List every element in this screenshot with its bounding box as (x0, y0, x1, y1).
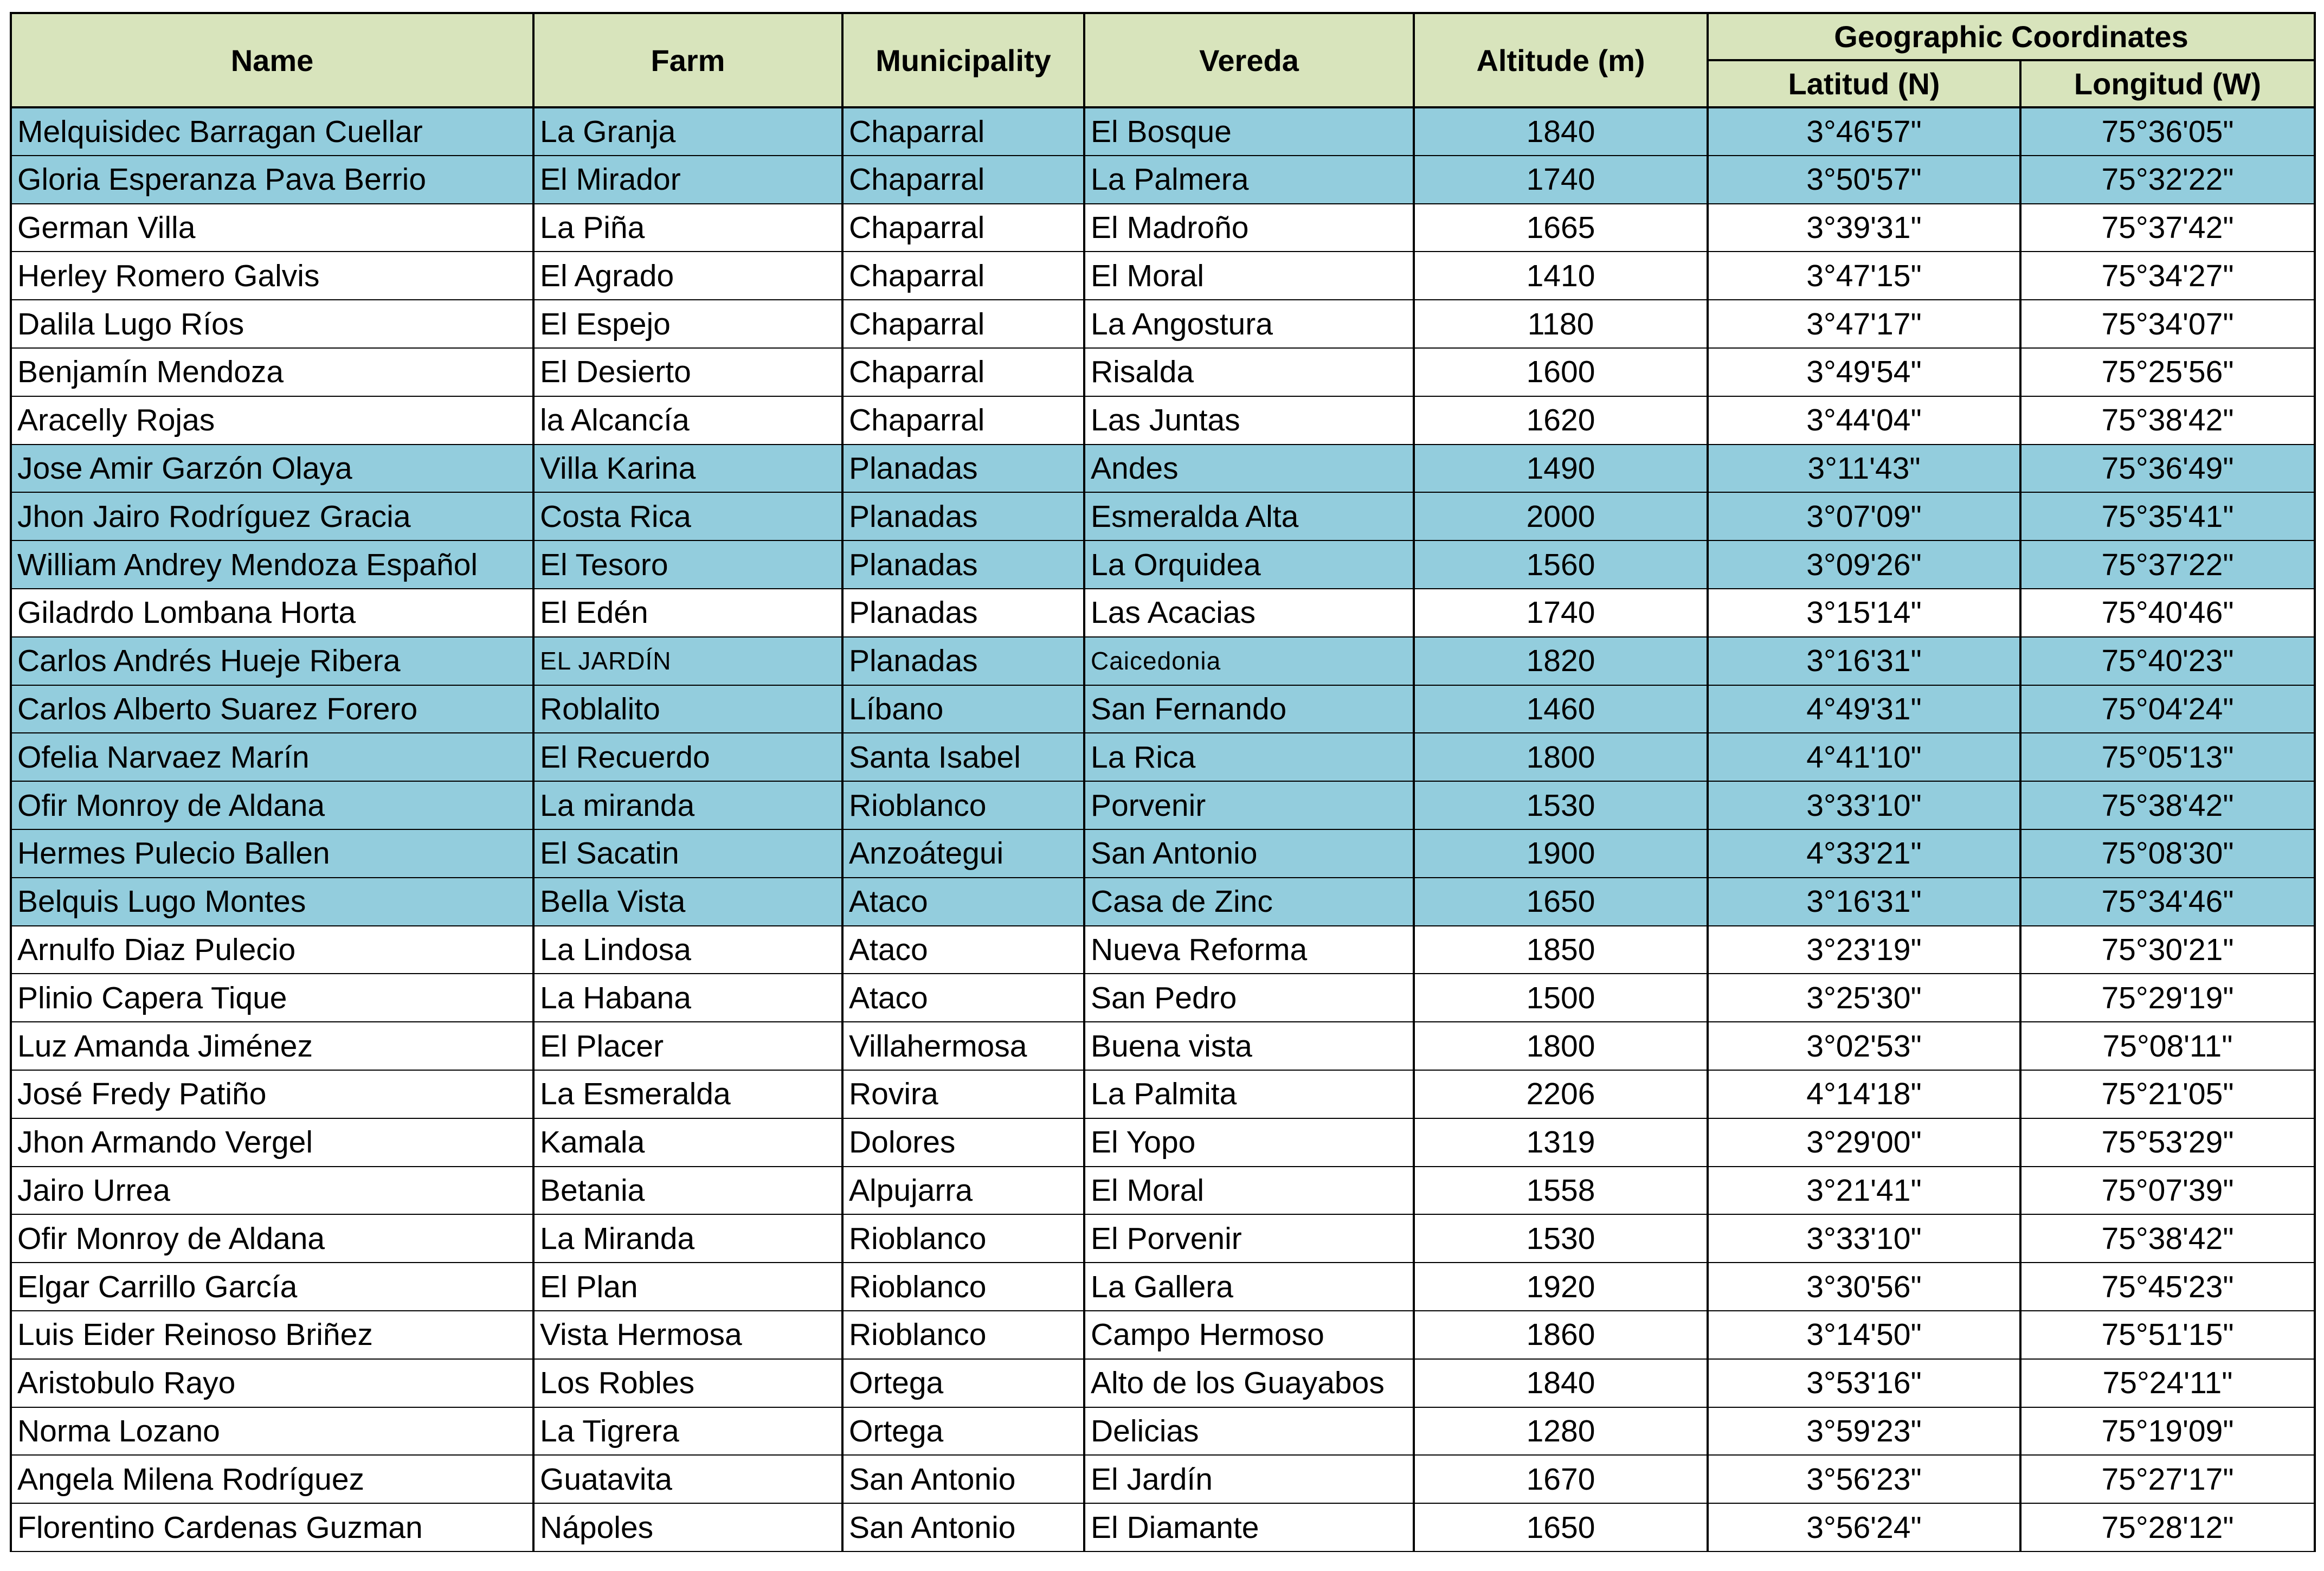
cell-latitude: 3°15'14" (1708, 589, 2020, 637)
cell-municipality: Anzoátegui (842, 829, 1084, 878)
cell-vereda: San Fernando (1084, 685, 1414, 733)
cell-altitude: 1490 (1414, 445, 1708, 493)
cell-farm: la Alcancía (533, 396, 842, 445)
cell-farm: Nápoles (533, 1503, 842, 1551)
cell-latitude: 3°07'09" (1708, 492, 2020, 540)
cell-vereda: Alto de los Guayabos (1084, 1359, 1414, 1407)
table-row (11, 396, 2315, 445)
table-row (11, 1407, 2315, 1456)
cell-latitude: 3°53'16" (1708, 1359, 2020, 1407)
cell-municipality: Planadas (842, 637, 1084, 685)
cell-longitude: 75°29'19" (2020, 974, 2315, 1022)
cell-longitude: 75°36'05" (2020, 107, 2315, 156)
header-row (11, 13, 2315, 60)
cell-altitude: 2206 (1414, 1070, 1708, 1118)
cell-name: Ofir Monroy de Aldana (11, 1214, 533, 1263)
cell-latitude: 3°11'43" (1708, 445, 2020, 493)
cell-vereda: San Antonio (1084, 829, 1414, 878)
cell-name: German Villa (11, 204, 533, 252)
cell-longitude: 75°08'30" (2020, 829, 2315, 878)
cell-vereda: Buena vista (1084, 1022, 1414, 1070)
table-header (11, 13, 2315, 107)
cell-municipality: Rovira (842, 1070, 1084, 1118)
cell-vereda: San Pedro (1084, 974, 1414, 1022)
cell-name: Herley Romero Galvis (11, 252, 533, 300)
cell-farm: La Lindosa (533, 926, 842, 974)
cell-farm: Bella Vista (533, 878, 842, 926)
cell-altitude: 2000 (1414, 492, 1708, 540)
cell-farm: La Habana (533, 974, 842, 1022)
cell-farm: Kamala (533, 1118, 842, 1167)
table-row (11, 1263, 2315, 1311)
cell-farm: Betania (533, 1167, 842, 1215)
cell-vereda: El Madroño (1084, 204, 1414, 252)
cell-name: Luis Eider Reinoso Briñez (11, 1311, 533, 1359)
cell-latitude: 4°14'18" (1708, 1070, 2020, 1118)
cell-municipality: Ortega (842, 1359, 1084, 1407)
cell-vereda: El Moral (1084, 1167, 1414, 1215)
cell-municipality: Rioblanco (842, 781, 1084, 829)
cell-longitude: 75°32'22" (2020, 156, 2315, 204)
cell-farm: Vista Hermosa (533, 1311, 842, 1359)
cell-name: Hermes Pulecio Ballen (11, 829, 533, 878)
cell-latitude: 3°44'04" (1708, 396, 2020, 445)
cell-farm: Villa Karina (533, 445, 842, 493)
cell-latitude: 3°16'31" (1708, 878, 2020, 926)
cell-name: Melquisidec Barragan Cuellar (11, 107, 533, 156)
cell-altitude: 1530 (1414, 781, 1708, 829)
cell-longitude: 75°53'29" (2020, 1118, 2315, 1167)
cell-longitude: 75°38'42" (2020, 781, 2315, 829)
cell-longitude: 75°38'42" (2020, 396, 2315, 445)
cell-longitude: 75°38'42" (2020, 1214, 2315, 1263)
cell-farm: El Recuerdo (533, 733, 842, 781)
table-row (11, 492, 2315, 540)
cell-vereda: Campo Hermoso (1084, 1311, 1414, 1359)
cell-name: Jhon Jairo Rodríguez Gracia (11, 492, 533, 540)
cell-altitude: 1840 (1414, 1359, 1708, 1407)
cell-vereda: Esmeralda Alta (1084, 492, 1414, 540)
cell-longitude: 75°04'24" (2020, 685, 2315, 733)
cell-longitude: 75°35'41" (2020, 492, 2315, 540)
cell-latitude: 3°59'23" (1708, 1407, 2020, 1456)
cell-municipality: Ataco (842, 974, 1084, 1022)
cell-vereda: La Palmera (1084, 156, 1414, 204)
cell-altitude: 1460 (1414, 685, 1708, 733)
cell-municipality: Líbano (842, 685, 1084, 733)
cell-altitude: 1840 (1414, 107, 1708, 156)
cell-name: Belquis Lugo Montes (11, 878, 533, 926)
cell-municipality: Chaparral (842, 396, 1084, 445)
cell-farm: Roblalito (533, 685, 842, 733)
cell-latitude: 3°29'00" (1708, 1118, 2020, 1167)
cell-vereda: Las Juntas (1084, 396, 1414, 445)
cell-name: José Fredy Patiño (11, 1070, 533, 1118)
cell-vereda: El Moral (1084, 252, 1414, 300)
cell-vereda: Porvenir (1084, 781, 1414, 829)
cell-longitude: 75°28'12" (2020, 1503, 2315, 1551)
cell-latitude: 3°33'10" (1708, 781, 2020, 829)
header-municipality: Municipality (842, 13, 1084, 107)
cell-longitude: 75°24'11" (2020, 1359, 2315, 1407)
cell-municipality: San Antonio (842, 1455, 1084, 1503)
cell-vereda: Las Acacias (1084, 589, 1414, 637)
cell-vereda: Risalda (1084, 348, 1414, 396)
cell-name: Ofelia Narvaez Marín (11, 733, 533, 781)
cell-vereda: El Bosque (1084, 107, 1414, 156)
cell-latitude: 3°46'57" (1708, 107, 2020, 156)
cell-vereda: El Jardín (1084, 1455, 1414, 1503)
table-row (11, 1359, 2315, 1407)
header-altitude: Altitude (m) (1414, 13, 1708, 107)
table-row (11, 1503, 2315, 1551)
cell-latitude: 3°16'31" (1708, 637, 2020, 685)
table-row (11, 1167, 2315, 1215)
cell-municipality: Planadas (842, 492, 1084, 540)
cell-municipality: Chaparral (842, 156, 1084, 204)
cell-name: William Andrey Mendoza Español (11, 540, 533, 589)
cell-name: Luz Amanda Jiménez (11, 1022, 533, 1070)
cell-vereda: El Diamante (1084, 1503, 1414, 1551)
data-table (10, 12, 2316, 1552)
cell-name: Gloria Esperanza Pava Berrio (11, 156, 533, 204)
table-row (11, 1070, 2315, 1118)
table-row (11, 156, 2315, 204)
cell-municipality: Dolores (842, 1118, 1084, 1167)
cell-longitude: 75°34'46" (2020, 878, 2315, 926)
table-row (11, 204, 2315, 252)
table-row (11, 926, 2315, 974)
cell-latitude: 3°47'15" (1708, 252, 2020, 300)
cell-longitude: 75°19'09" (2020, 1407, 2315, 1456)
cell-altitude: 1665 (1414, 204, 1708, 252)
table-row (11, 252, 2315, 300)
cell-municipality: Ataco (842, 878, 1084, 926)
cell-name: Jairo Urrea (11, 1167, 533, 1215)
cell-altitude: 1560 (1414, 540, 1708, 589)
cell-municipality: Chaparral (842, 204, 1084, 252)
header-name: Name (11, 13, 533, 107)
cell-longitude: 75°37'42" (2020, 204, 2315, 252)
cell-vereda: Andes (1084, 445, 1414, 493)
cell-vereda: La Angostura (1084, 300, 1414, 348)
cell-farm: El Plan (533, 1263, 842, 1311)
table-row (11, 1455, 2315, 1503)
table-row (11, 1022, 2315, 1070)
cell-longitude: 75°21'05" (2020, 1070, 2315, 1118)
table-row (11, 589, 2315, 637)
cell-farm: La Piña (533, 204, 842, 252)
cell-altitude: 1740 (1414, 156, 1708, 204)
cell-name: Aracelly Rojas (11, 396, 533, 445)
header-farm: Farm (533, 13, 842, 107)
cell-vereda: La Palmita (1084, 1070, 1414, 1118)
cell-latitude: 4°49'31" (1708, 685, 2020, 733)
cell-altitude: 1820 (1414, 637, 1708, 685)
cell-latitude: 3°56'24" (1708, 1503, 2020, 1551)
cell-name: Dalila Lugo Ríos (11, 300, 533, 348)
cell-vereda: El Porvenir (1084, 1214, 1414, 1263)
cell-farm: El Tesoro (533, 540, 842, 589)
cell-municipality: Planadas (842, 540, 1084, 589)
cell-altitude: 1670 (1414, 1455, 1708, 1503)
cell-name: Carlos Alberto Suarez Forero (11, 685, 533, 733)
cell-farm: Guatavita (533, 1455, 842, 1503)
cell-name: Florentino Cardenas Guzman (11, 1503, 533, 1551)
cell-municipality: Villahermosa (842, 1022, 1084, 1070)
cell-vereda: Nueva Reforma (1084, 926, 1414, 974)
table-row (11, 685, 2315, 733)
cell-altitude: 1650 (1414, 878, 1708, 926)
cell-latitude: 3°30'56" (1708, 1263, 2020, 1311)
cell-altitude: 1280 (1414, 1407, 1708, 1456)
table-row (11, 445, 2315, 493)
cell-farm: Costa Rica (533, 492, 842, 540)
cell-name: Elgar Carrillo García (11, 1263, 533, 1311)
cell-municipality: Planadas (842, 445, 1084, 493)
table-row (11, 829, 2315, 878)
cell-name: Benjamín Mendoza (11, 348, 533, 396)
cell-altitude: 1180 (1414, 300, 1708, 348)
cell-farm: La Miranda (533, 1214, 842, 1263)
cell-latitude: 3°47'17" (1708, 300, 2020, 348)
cell-municipality: Santa Isabel (842, 733, 1084, 781)
cell-municipality: Ortega (842, 1407, 1084, 1456)
cell-farm: El Espejo (533, 300, 842, 348)
header-geographic-coordinates: Geographic Coordinates (1708, 13, 2315, 60)
cell-longitude: 75°25'56" (2020, 348, 2315, 396)
cell-municipality: San Antonio (842, 1503, 1084, 1551)
cell-altitude: 1900 (1414, 829, 1708, 878)
cell-longitude: 75°34'07" (2020, 300, 2315, 348)
cell-municipality: Chaparral (842, 348, 1084, 396)
cell-latitude: 3°25'30" (1708, 974, 2020, 1022)
cell-municipality: Chaparral (842, 300, 1084, 348)
cell-longitude: 75°51'15" (2020, 1311, 2315, 1359)
cell-municipality: Alpujarra (842, 1167, 1084, 1215)
cell-altitude: 1530 (1414, 1214, 1708, 1263)
cell-farm: La miranda (533, 781, 842, 829)
cell-longitude: 75°07'39" (2020, 1167, 2315, 1215)
cell-farm: El Agrado (533, 252, 842, 300)
cell-longitude: 75°08'11" (2020, 1022, 2315, 1070)
cell-name: Plinio Capera Tique (11, 974, 533, 1022)
table-row (11, 878, 2315, 926)
cell-farm: Los Robles (533, 1359, 842, 1407)
cell-longitude: 75°40'23" (2020, 637, 2315, 685)
cell-altitude: 1410 (1414, 252, 1708, 300)
header-latitude: Latitud (N) (1708, 60, 2020, 107)
cell-municipality: Planadas (842, 589, 1084, 637)
table-row (11, 1214, 2315, 1263)
cell-altitude: 1740 (1414, 589, 1708, 637)
cell-altitude: 1850 (1414, 926, 1708, 974)
cell-latitude: 3°23'19" (1708, 926, 2020, 974)
header-vereda: Vereda (1084, 13, 1414, 107)
cell-longitude: 75°30'21" (2020, 926, 2315, 974)
cell-longitude: 75°27'17" (2020, 1455, 2315, 1503)
cell-altitude: 1319 (1414, 1118, 1708, 1167)
table-body (11, 107, 2315, 1551)
cell-farm: La Tigrera (533, 1407, 842, 1456)
cell-municipality: Chaparral (842, 252, 1084, 300)
cell-name: Jhon Armando Vergel (11, 1118, 533, 1167)
table-row (11, 107, 2315, 156)
cell-name: Aristobulo Rayo (11, 1359, 533, 1407)
table-row (11, 733, 2315, 781)
cell-longitude: 75°36'49" (2020, 445, 2315, 493)
cell-farm: La Esmeralda (533, 1070, 842, 1118)
table-row (11, 781, 2315, 829)
cell-name: Ofir Monroy de Aldana (11, 781, 533, 829)
cell-altitude: 1620 (1414, 396, 1708, 445)
cell-municipality: Chaparral (842, 107, 1084, 156)
cell-altitude: 1500 (1414, 974, 1708, 1022)
cell-farm: La Granja (533, 107, 842, 156)
cell-vereda: La Rica (1084, 733, 1414, 781)
cell-name: Angela Milena Rodríguez (11, 1455, 533, 1503)
cell-altitude: 1558 (1414, 1167, 1708, 1215)
cell-municipality: Rioblanco (842, 1214, 1084, 1263)
cell-municipality: Ataco (842, 926, 1084, 974)
cell-altitude: 1800 (1414, 1022, 1708, 1070)
cell-latitude: 3°49'54" (1708, 348, 2020, 396)
table-row (11, 637, 2315, 685)
cell-longitude: 75°05'13" (2020, 733, 2315, 781)
table-row (11, 300, 2315, 348)
cell-latitude: 3°56'23" (1708, 1455, 2020, 1503)
cell-longitude: 75°40'46" (2020, 589, 2315, 637)
cell-vereda: La Gallera (1084, 1263, 1414, 1311)
cell-vereda: Caicedonia (1084, 637, 1414, 685)
cell-latitude: 4°41'10" (1708, 733, 2020, 781)
cell-latitude: 3°50'57" (1708, 156, 2020, 204)
cell-farm: El Sacatin (533, 829, 842, 878)
cell-name: Giladrdo Lombana Horta (11, 589, 533, 637)
table-row (11, 1311, 2315, 1359)
cell-latitude: 3°21'41" (1708, 1167, 2020, 1215)
cell-name: Arnulfo Diaz Pulecio (11, 926, 533, 974)
cell-altitude: 1920 (1414, 1263, 1708, 1311)
cell-farm: El Edén (533, 589, 842, 637)
cell-altitude: 1600 (1414, 348, 1708, 396)
cell-name: Norma Lozano (11, 1407, 533, 1456)
cell-longitude: 75°37'22" (2020, 540, 2315, 589)
cell-farm: El Mirador (533, 156, 842, 204)
cell-vereda: La Orquidea (1084, 540, 1414, 589)
cell-altitude: 1650 (1414, 1503, 1708, 1551)
table-row (11, 348, 2315, 396)
cell-latitude: 3°09'26" (1708, 540, 2020, 589)
cell-name: Jose Amir Garzón Olaya (11, 445, 533, 493)
cell-longitude: 75°45'23" (2020, 1263, 2315, 1311)
cell-altitude: 1860 (1414, 1311, 1708, 1359)
cell-municipality: Rioblanco (842, 1263, 1084, 1311)
cell-latitude: 3°02'53" (1708, 1022, 2020, 1070)
cell-longitude: 75°34'27" (2020, 252, 2315, 300)
cell-altitude: 1800 (1414, 733, 1708, 781)
cell-vereda: Casa de Zinc (1084, 878, 1414, 926)
cell-vereda: El Yopo (1084, 1118, 1414, 1167)
cell-latitude: 3°33'10" (1708, 1214, 2020, 1263)
cell-latitude: 3°14'50" (1708, 1311, 2020, 1359)
header-longitude: Longitud (W) (2020, 60, 2315, 107)
table-row (11, 540, 2315, 589)
cell-latitude: 3°39'31" (1708, 204, 2020, 252)
cell-farm: El Placer (533, 1022, 842, 1070)
cell-name: Carlos Andrés Hueje Ribera (11, 637, 533, 685)
table-row (11, 1118, 2315, 1167)
table-row (11, 974, 2315, 1022)
cell-latitude: 4°33'21" (1708, 829, 2020, 878)
cell-vereda: Delicias (1084, 1407, 1414, 1456)
cell-farm: EL JARDÍN (533, 637, 842, 685)
cell-farm: El Desierto (533, 348, 842, 396)
cell-municipality: Rioblanco (842, 1311, 1084, 1359)
